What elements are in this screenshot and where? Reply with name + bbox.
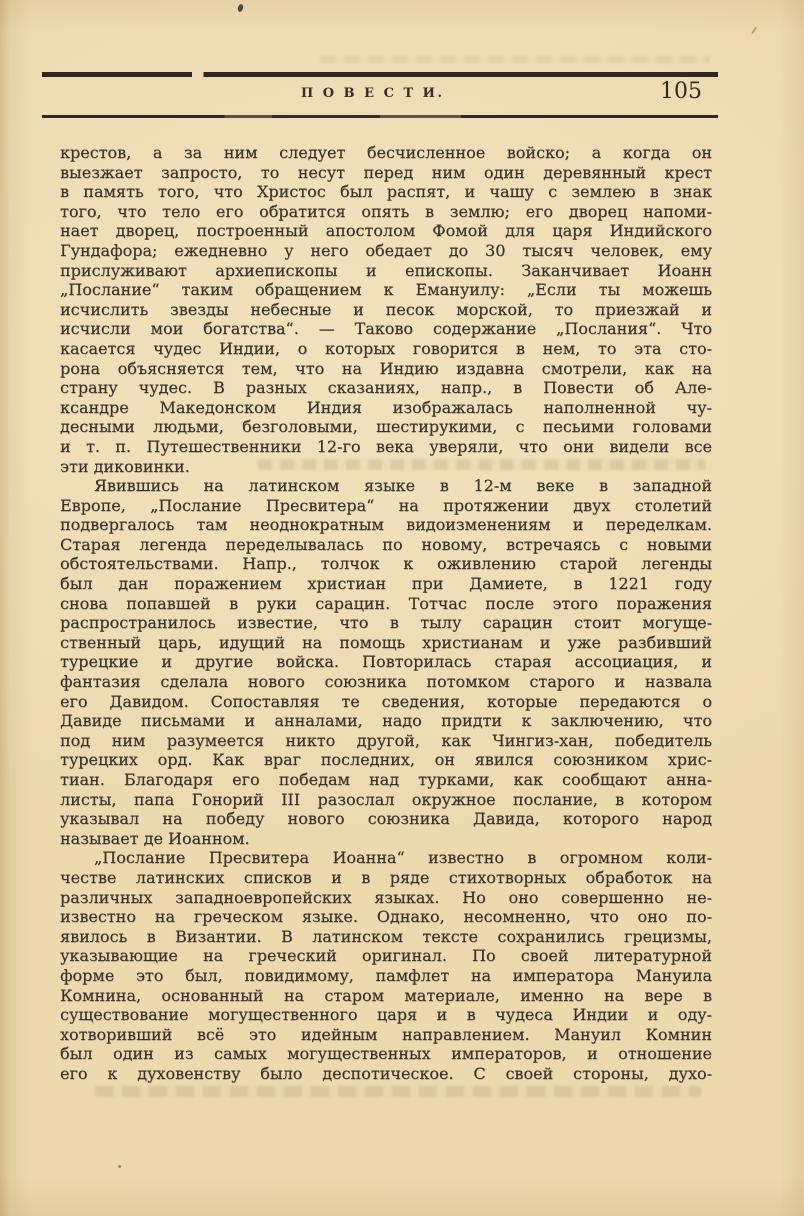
text-line: „Послание“ таким обращением к Емануилу: „Если ты можешь [60, 280, 712, 300]
running-title: П О В Е С Т И. [301, 86, 445, 101]
text-line: десными людьми, безголовыми, шестирукими, с песьими головами [60, 417, 712, 437]
text-line: нает дворец, построенный апостолом Фомой для царя Индийского [60, 221, 712, 241]
text-line: честве латинских списков и в ряде стихотворных обработок на [60, 867, 712, 887]
header-rule-top [42, 72, 718, 77]
text-line: прислуживают архиепископы и епископы. Заканчивает Иоанн [60, 260, 712, 280]
text-line: в память того, что Христос был распят, и чашу с землею в знак [60, 182, 712, 202]
text-line: был один из самых могущественных императоров, и отношение [60, 1044, 712, 1064]
text-line: Старая легенда переделывалась по новому, встречаясь с новыми [60, 534, 712, 554]
text-line: ксандре Македонском Индия изображалась наполненной чу- [60, 397, 712, 417]
text-line: различных западноевропейских языках. Но оно совершенно не- [60, 887, 712, 907]
text-line: явилось в Византии. В латинском тексте сохранились грецизмы, [60, 926, 712, 946]
text-line: указывающие на греческий оригинал. По своей литературной [60, 946, 712, 966]
header-rule-bottom [42, 115, 718, 118]
text-line: снова попавшей в руки сарацин. Тотчас после этого поражения [60, 593, 712, 613]
text-line: фантазия сделала нового союзника потомком старого и назвала [60, 672, 712, 692]
ink-speck [751, 26, 757, 35]
bleed-through-smudge [320, 56, 710, 63]
text-line: эти диковинки. [60, 456, 190, 476]
page-body [60, 143, 712, 1084]
text-line: Явившись на латинском языке в 12-м веке в западной [94, 476, 712, 496]
text-line: называет де Иоанном. [60, 828, 250, 848]
text-line: подвергалось там неоднократным видоизменениям и переделкам. [60, 515, 712, 535]
text-line: крестов, а за ним следует бесчисленное войско; а когда он [60, 143, 712, 162]
text-line: исчислить звезды небесные и песок морской, то приезжай и [60, 299, 712, 319]
text-line: касается чудес Индии, о которых говорится в нем, то эта сто- [60, 338, 712, 358]
text-line: выезжает запросто, то несут перед ним один деревянный крест [60, 162, 712, 182]
text-line: форме это был, повидимому, памфлет на императора Мануила [60, 965, 712, 985]
text-line: распространилось известие, что в тылу сарацин стоит могуще- [60, 613, 712, 633]
text-line: Гундафора; ежедневно у него обедает до 30 тысяч человек, ему [60, 240, 712, 260]
text-line: листы, папа Гонорий III разослал окружное послание, в котором [60, 789, 712, 809]
ink-speck [118, 1165, 121, 1168]
text-line: „Послание Пресвитера Иоанна“ известно в огромном коли- [94, 848, 712, 868]
page-number: 105 [660, 79, 702, 104]
text-line: турецких орд. Как враг последних, он явился союзником хрис- [60, 750, 712, 770]
text-line: того, что тело его обратится опять в землю; его дворец напоми- [60, 201, 712, 221]
text-line: его Давидом. Сопоставляя те сведения, которые передаются о [60, 691, 712, 711]
bleed-through-smudge [95, 1086, 701, 1097]
text-line: тиан. Благодаря его победам над турками, как сообщают анна- [60, 770, 712, 789]
text-line: обстоятельствами. Напр., толчок к оживлению старой легенды [60, 554, 712, 574]
text-line: и т. п. Путешественники 12-го века уверяли, что они видели все [60, 436, 712, 456]
text-line: турецкие и другие войска. Повторилась старая ассоциация, и [60, 652, 712, 672]
text-line: хотворивший всё это идейным направлением. Мануил Комнин [60, 1024, 712, 1044]
text-line: указывал на победу нового союзника Давида, которого народ [60, 809, 712, 829]
text-line: существование могущественного царя и в чудеса Индии и оду- [60, 1005, 712, 1025]
text-line: страну чудес. В разных сказаниях, напр., в Повести об Але- [60, 378, 712, 398]
text-line: под ним разумеется никто другой, как Чингиз-хан, победитель [60, 730, 712, 750]
text-line: Комнина, основанный на старом материале, именно на вере в [60, 985, 712, 1005]
text-line: ственный царь, идущий на помощь христианам и уже разбивший [60, 632, 712, 652]
text-line: Европе, „Послание Пресвитера“ на протяжении двух столетий [60, 495, 712, 515]
text-line: его к духовенству было деспотическое. С своей стороны, духо- [60, 1063, 712, 1083]
ink-speck [237, 3, 244, 12]
text-line: известно на греческом языке. Однако, несомненно, что оно по- [60, 907, 712, 927]
text-line: исчисли мои богатства“. — Таково содержание „Послания“. Что [60, 319, 712, 339]
text-line: был дан поражением христиан при Дамиете, в 1221 году [60, 574, 712, 594]
text-line: рона объясняется тем, что на Индию издавна смотрели, как на [60, 358, 712, 378]
text-line: Давиде письмами и анналами, надо придти к заключению, что [60, 711, 712, 731]
